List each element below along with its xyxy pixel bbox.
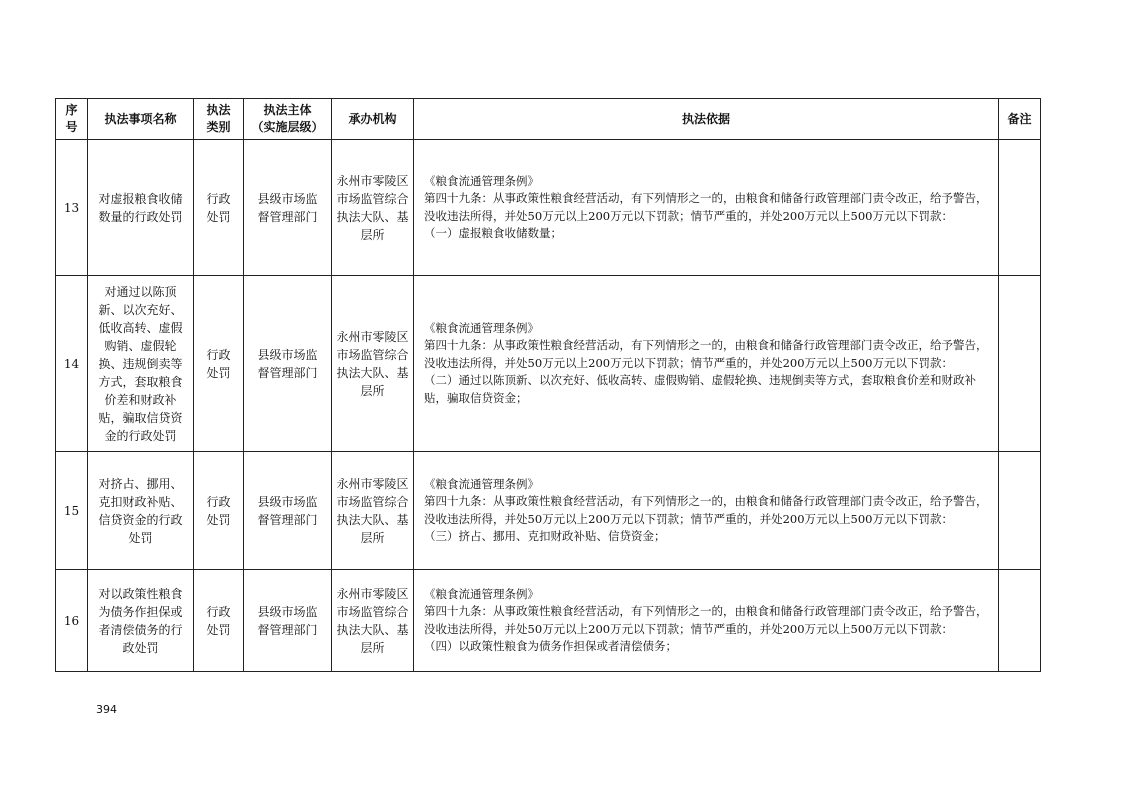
- header-subject: [244, 99, 332, 140]
- row-type: 行政处罚: [194, 452, 244, 570]
- header-row: [56, 99, 1041, 140]
- row-type: 行政处罚: [194, 570, 244, 672]
- row-name: 对以政策性粮食为债务作担保或者清偿债务的行政处罚: [88, 570, 194, 672]
- basis-article: 第四十九条：从事政策性粮食经营活动，有下列情形之一的，由粮食和储备行政管理部门责令改正，给予警告，没收违法所得，并处50万元以上200万元以下罚款；情节严重的，并处200万元以上500万元以下罚款：: [424, 338, 988, 370]
- table-row: [56, 452, 1041, 570]
- basis-law: 《粮食流通管理条例》: [424, 320, 539, 335]
- row-no: 14: [56, 276, 88, 452]
- table-row: [56, 570, 1041, 672]
- row-basis: [414, 140, 999, 276]
- header-no-line2: 号: [65, 120, 78, 134]
- header-org: 承办机构: [332, 99, 414, 140]
- row-subject: 县级市场监督管理部门: [244, 570, 332, 672]
- enforcement-table: [55, 98, 1041, 672]
- row-name: 对挤占、挪用、克扣财政补贴、信贷资金的行政处罚: [88, 452, 194, 570]
- row-note: [999, 140, 1041, 276]
- header-no: [56, 99, 88, 140]
- row-no: 16: [56, 570, 88, 672]
- basis-article: 第四十九条：从事政策性粮食经营活动，有下列情形之一的，由粮食和储备行政管理部门责令改正，给予警告，没收违法所得，并处50万元以上200万元以下罚款；情节严重的，并处200万元以上500万元以下罚款：: [424, 604, 988, 636]
- row-org: 永州市零陵区市场监管综合执法大队、基层所: [332, 570, 414, 672]
- row-no: 13: [56, 140, 88, 276]
- basis-item: （二）通过以陈顶新、以次充好、低收高转、虚假购销、虚假轮换、违规倒卖等方式，套取粮食价差和财政补贴，骗取信贷资金；: [424, 373, 976, 405]
- basis-law: 《粮食流通管理条例》: [424, 173, 539, 188]
- row-subject: 县级市场监督管理部门: [244, 452, 332, 570]
- header-note: 备注: [999, 99, 1041, 140]
- table-row: [56, 140, 1041, 276]
- basis-law: 《粮食流通管理条例》: [424, 586, 539, 601]
- table-row: [56, 276, 1041, 452]
- row-basis: [414, 570, 999, 672]
- header-no-line1: 序: [65, 103, 78, 117]
- row-subject: 县级市场监督管理部门: [244, 140, 332, 276]
- basis-item: （四）以政策性粮食为债务作担保或者清偿债务；: [424, 638, 677, 653]
- row-note: [999, 452, 1041, 570]
- header-type-line2: 类别: [206, 120, 231, 134]
- page-number: 394: [96, 703, 117, 716]
- row-subject: 县级市场监督管理部门: [244, 276, 332, 452]
- row-basis: [414, 276, 999, 452]
- row-note: [999, 276, 1041, 452]
- row-type: 行政处罚: [194, 140, 244, 276]
- row-org: 永州市零陵区市场监管综合执法大队、基层所: [332, 452, 414, 570]
- row-org: 永州市零陵区市场监管综合执法大队、基层所: [332, 276, 414, 452]
- row-basis: [414, 452, 999, 570]
- header-basis: 执法依据: [414, 99, 999, 140]
- row-name: 对通过以陈顶新、以次充好、低收高转、虚假购销、虚假轮换、违规倒卖等方式，套取粮食价差和财政补贴，骗取信贷资金的行政处罚: [88, 276, 194, 452]
- basis-article: 第四十九条：从事政策性粮食经营活动，有下列情形之一的，由粮食和储备行政管理部门责令改正，给予警告，没收违法所得，并处50万元以上200万元以下罚款；情节严重的，并处200万元以上500万元以下罚款：: [424, 191, 988, 223]
- header-name: 执法事项名称: [88, 99, 194, 140]
- row-org: 永州市零陵区市场监管综合执法大队、基层所: [332, 140, 414, 276]
- row-name: 对虚报粮食收储数量的行政处罚: [88, 140, 194, 276]
- basis-article: 第四十九条：从事政策性粮食经营活动，有下列情形之一的，由粮食和储备行政管理部门责令改正，给予警告，没收违法所得，并处50万元以上200万元以下罚款；情节严重的，并处200万元以上500万元以下罚款：: [424, 494, 988, 526]
- row-note: [999, 570, 1041, 672]
- row-type: 行政处罚: [194, 276, 244, 452]
- header-type-line1: 执法: [206, 103, 231, 117]
- basis-item: （一）虚报粮食收储数量；: [424, 225, 562, 240]
- header-subject-line2: （实施层级）: [251, 120, 324, 134]
- row-no: 15: [56, 452, 88, 570]
- header-subject-line1: 执法主体: [263, 103, 312, 117]
- basis-item: （三）挤占、挪用、克扣财政补贴、信贷资金；: [424, 528, 666, 543]
- header-type: [194, 99, 244, 140]
- basis-law: 《粮食流通管理条例》: [424, 476, 539, 491]
